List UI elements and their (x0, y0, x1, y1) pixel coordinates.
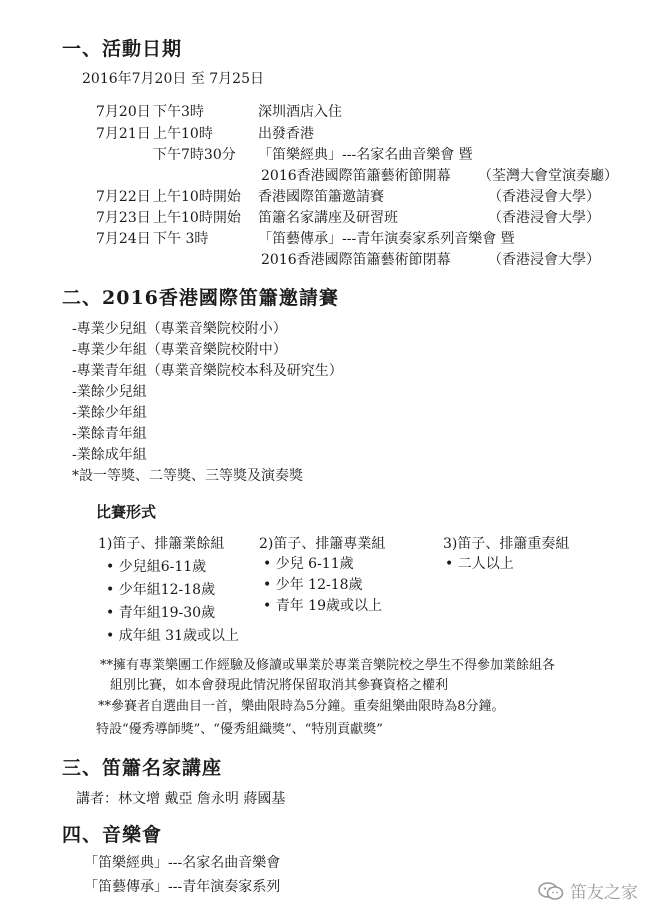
schedule-event: 2016香港國際笛簫藝術節閉幕 (261, 252, 451, 268)
format-col1-item: • 青年組19-30歲 (106, 605, 216, 621)
schedule-time: 下午3時 (153, 104, 204, 120)
schedule-venue: （香港浸會大學） (488, 189, 600, 205)
wechat-icon (538, 881, 564, 901)
format-col1-item: • 少兒組6-11歲 (106, 559, 207, 575)
group-item: -專業少兒組（專業音樂院校附小） (72, 321, 287, 337)
schedule-date: 7月20日 (96, 104, 151, 120)
awards-note: *設一等獎、二等獎、三等獎及演奏獎 (72, 468, 303, 484)
schedule-date: 7月22日 (96, 189, 151, 205)
schedule-event: 香港國際笛簫邀請賽 (258, 189, 384, 205)
section-4-title: 四、音樂會 (62, 824, 163, 846)
date-range: 2016年7月20日 至 7月25日 (82, 71, 264, 87)
format-col1-item: • 成年組 31歲或以上 (106, 628, 239, 644)
format-col1-title: 1)笛子、排簫業餘組 (98, 536, 225, 552)
section-1-title: 一、活動日期 (62, 38, 183, 60)
group-item: -業餘少兒組 (72, 384, 147, 400)
schedule-event: 2016香港國際笛簫藝術節開幕 (261, 168, 451, 184)
schedule-venue: （香港浸會大學） (488, 210, 600, 226)
format-col1-item: • 少年組12-18歲 (106, 582, 216, 598)
schedule-time: 上午10時開始 (153, 189, 241, 205)
format-title: 比賽形式 (96, 503, 157, 521)
schedule-event: 笛簫名家講座及研習班 (258, 210, 398, 226)
schedule-event: 「笛樂經典」---名家名曲音樂會 暨 (258, 147, 473, 163)
format-col2-title: 2)笛子、排簫專業組 (259, 536, 386, 552)
format-col2-item: • 少兒 6-11歲 (263, 556, 354, 572)
format-col2-item: • 少年 12-18歲 (263, 577, 363, 593)
schedule-event: 深圳酒店入住 (258, 104, 342, 120)
schedule-event: 「笛藝傳承」---青年演奏家系列音樂會 暨 (258, 231, 515, 247)
group-item: -業餘少年組 (72, 405, 147, 421)
eligibility-note-line1: **擁有專業樂團工作經驗及修讀或畢業於專業音樂院校之學生不得參加業餘組各 (100, 658, 556, 673)
schedule-time: 下午 3時 (153, 231, 209, 247)
schedule-date: 7月21日 (96, 126, 151, 142)
schedule-venue: （荃灣大會堂演奏廳） (478, 168, 618, 184)
section-3-title: 三、笛簫名家講座 (62, 757, 223, 779)
schedule-time: 上午10時 (153, 126, 213, 142)
schedule-venue: （香港浸會大學） (488, 252, 600, 268)
format-col3-item: • 二人以上 (445, 556, 514, 572)
eligibility-note-line2: 組別比賽，如本會發現此情況將保留取消其參賽資格之權利 (110, 678, 449, 693)
time-limit-note: **參賽者自選曲目一首，樂曲限時為5分鐘。重奏組樂曲限時為8分鐘。 (98, 699, 505, 714)
section-2-title: 二、2016香港國際笛簫邀請賽 (62, 287, 339, 309)
group-item: -業餘成年組 (72, 447, 147, 463)
group-item: -專業少年組（專業音樂院校附中） (72, 342, 287, 358)
lecture-speakers: 講者：林文增 戴亞 詹永明 蔣國基 (76, 791, 286, 807)
schedule-date: 7月24日 (96, 231, 151, 247)
concert-item: 「笛藝傳承」---青年演奏家系列 (84, 879, 281, 895)
schedule-event: 出發香港 (258, 126, 314, 142)
format-col3-title: 3)笛子、排簫重奏組 (443, 536, 570, 552)
watermark (538, 878, 638, 903)
group-item: -專業青年組（專業音樂院校本科及研究生） (72, 363, 343, 379)
format-col2-item: • 青年 19歲或以上 (263, 598, 382, 614)
schedule-date: 7月23日 (96, 210, 151, 226)
special-awards: 特設“優秀導師獎”、“優秀組織獎”、“特別貢獻獎” (96, 722, 383, 737)
schedule-time: 下午7時30分 (153, 147, 236, 163)
concert-item: 「笛樂經典」---名家名曲音樂會 (84, 855, 281, 871)
schedule-time: 上午10時開始 (153, 210, 241, 226)
group-item: -業餘青年組 (72, 426, 147, 442)
watermark-text: 笛友之家 (570, 883, 638, 903)
